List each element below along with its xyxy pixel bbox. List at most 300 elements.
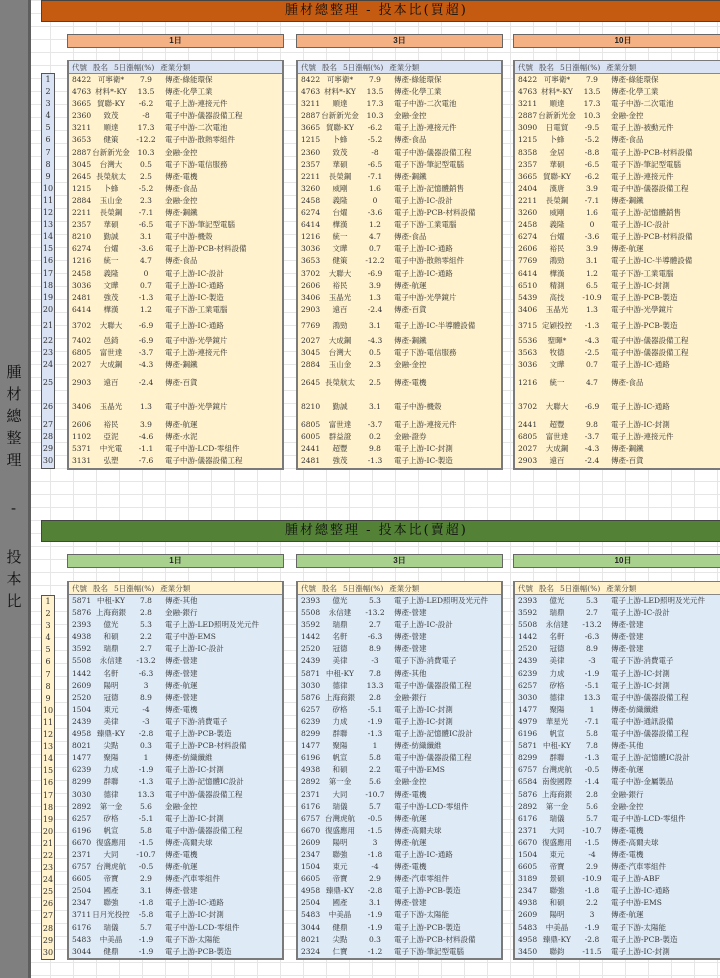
table-row[interactable] xyxy=(69,255,282,267)
table-row[interactable] xyxy=(515,122,720,134)
table-row[interactable] xyxy=(69,110,282,122)
table-row[interactable] xyxy=(515,134,720,146)
stock-name: 復盛應用 xyxy=(325,825,355,835)
table-row[interactable] xyxy=(298,268,501,280)
table-row[interactable] xyxy=(298,740,501,752)
header-change: 5日漲幅(%) xyxy=(343,63,384,72)
table-row[interactable] xyxy=(515,207,720,219)
table-row[interactable] xyxy=(298,455,501,467)
industry: 金融-銀行 xyxy=(165,608,198,618)
table-row[interactable] xyxy=(69,655,282,667)
table-row[interactable] xyxy=(515,395,720,419)
stock-name: 第一金 xyxy=(99,801,123,811)
stock-name: 國產 xyxy=(103,886,119,896)
table-row[interactable] xyxy=(298,837,501,849)
table-row[interactable] xyxy=(515,885,720,897)
five-day-change: -6.3 xyxy=(367,632,383,642)
five-day-change: -12.2 xyxy=(136,135,156,145)
table-row[interactable] xyxy=(515,716,720,728)
table-row[interactable] xyxy=(298,680,501,692)
industry: 電子中游-二次電池 xyxy=(394,99,457,109)
table-row[interactable] xyxy=(69,922,282,934)
table-row[interactable] xyxy=(298,849,501,861)
table-row[interactable] xyxy=(69,934,282,946)
row-number: 3 xyxy=(45,621,51,631)
header-change: 5日漲幅(%) xyxy=(343,584,384,593)
table-row[interactable] xyxy=(515,316,720,335)
row-number: 15 xyxy=(42,244,54,254)
industry: 金融-金控 xyxy=(611,111,644,121)
table-row[interactable] xyxy=(69,159,282,171)
table-row[interactable] xyxy=(298,231,501,243)
header-name: 股名 xyxy=(539,63,554,72)
table-row[interactable] xyxy=(298,335,501,347)
stock-code: 6176 xyxy=(518,813,538,823)
table-row[interactable] xyxy=(69,825,282,837)
stock-name: 健鼎 xyxy=(103,946,119,956)
table-row[interactable] xyxy=(69,897,282,909)
stock-code: 2458 xyxy=(301,195,321,205)
table-row[interactable] xyxy=(298,607,501,619)
table-row[interactable] xyxy=(298,934,501,946)
industry: 電子中游-光學鏡片 xyxy=(165,335,228,345)
table-row[interactable] xyxy=(298,668,501,680)
table-row[interactable] xyxy=(69,280,282,292)
five-day-change: -1.9 xyxy=(138,934,154,944)
stock-name: 台灣虎航 xyxy=(96,862,126,872)
table-row[interactable] xyxy=(298,207,501,219)
stock-name: 瑞鼎 xyxy=(549,608,565,618)
table-row[interactable] xyxy=(515,231,720,243)
five-day-change: 13.3 xyxy=(366,680,384,690)
table-row[interactable] xyxy=(69,304,282,316)
table-row[interactable] xyxy=(515,371,720,395)
table-row[interactable] xyxy=(69,885,282,897)
row-number: 27 xyxy=(42,911,54,921)
table-row[interactable] xyxy=(69,292,282,304)
header-name: 股名 xyxy=(539,584,554,593)
table-row[interactable] xyxy=(298,255,501,267)
five-day-change: -4.3 xyxy=(584,444,600,454)
table-row[interactable] xyxy=(69,716,282,728)
table-row[interactable] xyxy=(298,813,501,825)
table-row[interactable] xyxy=(298,110,501,122)
side-label-text: 腫材總整理 - 投本比 xyxy=(4,363,23,615)
table-row[interactable] xyxy=(69,268,282,280)
table-row[interactable] xyxy=(69,704,282,716)
table-row[interactable] xyxy=(515,255,720,267)
stock-name: 臻鼎-KY xyxy=(543,934,571,944)
table-row[interactable] xyxy=(515,873,720,885)
table-row[interactable] xyxy=(515,909,720,921)
table-header xyxy=(69,61,282,74)
table-row[interactable] xyxy=(69,692,282,704)
five-day-change: -10.9 xyxy=(582,874,602,884)
table-row[interactable] xyxy=(298,922,501,934)
table-row[interactable] xyxy=(298,789,501,801)
table-row[interactable] xyxy=(515,789,720,801)
table-row[interactable] xyxy=(515,655,720,667)
five-day-change: 7.8 xyxy=(140,596,152,605)
stock-code: 7402 xyxy=(72,335,92,345)
table-row[interactable] xyxy=(298,619,501,631)
industry: 傳產-電機 xyxy=(611,849,644,859)
table-row[interactable] xyxy=(298,752,501,764)
table-row[interactable] xyxy=(69,789,282,801)
table-row[interactable] xyxy=(515,595,720,607)
table-row[interactable] xyxy=(298,897,501,909)
buy-section-title: 腫材總整理 - 投本比(買超) xyxy=(41,0,720,22)
header-name: 股名 xyxy=(322,584,337,593)
table-row[interactable] xyxy=(69,195,282,207)
industry: 電子上游-PCB-製造 xyxy=(611,320,678,330)
table-row[interactable] xyxy=(298,431,501,443)
five-day-change: 8.9 xyxy=(369,644,381,654)
table-row[interactable] xyxy=(515,776,720,788)
stock-code: 3044 xyxy=(301,922,321,932)
table-row[interactable] xyxy=(515,304,720,316)
five-day-change: -1.9 xyxy=(367,716,383,726)
table-row[interactable] xyxy=(298,395,501,419)
table-row[interactable] xyxy=(515,740,720,752)
table-row[interactable] xyxy=(515,86,720,98)
table-row[interactable] xyxy=(298,316,501,335)
industry: 傳產-食品 xyxy=(394,232,427,242)
industry: 傳產-航運 xyxy=(165,680,198,690)
stock-code: 2887 xyxy=(518,111,538,121)
five-day-change: -3.7 xyxy=(138,347,154,357)
five-day-change: 5.6 xyxy=(586,801,598,811)
stock-code: 5871 xyxy=(301,668,321,678)
table-row[interactable] xyxy=(515,934,720,946)
table-row[interactable] xyxy=(298,776,501,788)
five-day-change: 4.7 xyxy=(140,256,152,266)
table-row[interactable] xyxy=(298,764,501,776)
stock-name: 聯強 xyxy=(103,898,119,908)
stock-code: 3592 xyxy=(301,620,321,630)
stock-code: 6414 xyxy=(518,268,538,278)
table-row[interactable] xyxy=(69,595,282,607)
table-row[interactable] xyxy=(515,335,720,347)
stock-code: 4938 xyxy=(72,632,92,642)
table-row[interactable] xyxy=(298,98,501,110)
stock-name: 台灣大 xyxy=(328,347,352,357)
table-row[interactable] xyxy=(69,752,282,764)
table-row[interactable] xyxy=(69,668,282,680)
table-row[interactable] xyxy=(298,122,501,134)
stock-name: 台新新光金 xyxy=(321,111,359,121)
table-row[interactable] xyxy=(69,607,282,619)
table-row[interactable] xyxy=(298,147,501,159)
table-row[interactable] xyxy=(515,897,720,909)
table-row[interactable] xyxy=(69,335,282,347)
table-row[interactable] xyxy=(515,159,720,171)
table-row[interactable] xyxy=(515,431,720,443)
table-row[interactable] xyxy=(298,183,501,195)
five-day-change: 2.9 xyxy=(586,862,598,872)
table-row[interactable] xyxy=(69,316,282,335)
stock-code: 3665 xyxy=(301,123,321,133)
table-row[interactable] xyxy=(298,825,501,837)
industry: 傳產-其他 xyxy=(611,741,644,751)
stock-code: 6196 xyxy=(518,729,538,739)
table-row[interactable] xyxy=(69,764,282,776)
stock-name: 臻鼎-KY xyxy=(97,729,125,739)
five-day-change: 0 xyxy=(143,268,149,278)
stock-code: 1216 xyxy=(518,378,538,388)
industry: 電子上游-IC-通路 xyxy=(165,280,224,290)
stock-code: 1504 xyxy=(301,862,321,872)
stock-code: 2027 xyxy=(518,444,538,454)
table-row[interactable] xyxy=(298,946,501,958)
table-row[interactable] xyxy=(515,861,720,873)
stock-name: 大聯大 xyxy=(99,320,123,330)
stock-code: 8299 xyxy=(301,729,321,739)
table-row[interactable] xyxy=(298,885,501,897)
table-row[interactable] xyxy=(69,861,282,873)
stock-name: 瑞鼎 xyxy=(103,644,119,654)
table-row[interactable] xyxy=(69,243,282,255)
sell-table-1d xyxy=(67,581,284,960)
five-day-change: -6.5 xyxy=(138,220,154,230)
table-row[interactable] xyxy=(298,716,501,728)
table-row[interactable] xyxy=(298,443,501,455)
table-row[interactable] xyxy=(298,243,501,255)
table-row[interactable] xyxy=(69,122,282,134)
table-row[interactable] xyxy=(515,98,720,110)
table-row[interactable] xyxy=(69,813,282,825)
table-row[interactable] xyxy=(515,419,720,431)
table-row[interactable] xyxy=(298,728,501,740)
table-row[interactable] xyxy=(298,861,501,873)
table-row[interactable] xyxy=(515,704,720,716)
table-row[interactable] xyxy=(515,643,720,655)
table-row[interactable] xyxy=(298,419,501,431)
stock-code: 2609 xyxy=(301,837,321,847)
table-row[interactable] xyxy=(69,207,282,219)
table-header xyxy=(298,61,501,74)
five-day-change: -1.9 xyxy=(584,922,600,932)
stock-name: 上海商銀 xyxy=(542,789,572,799)
table-row[interactable] xyxy=(69,643,282,655)
table-row[interactable] xyxy=(69,740,282,752)
five-day-change: -2.4 xyxy=(584,456,600,466)
table-row[interactable] xyxy=(69,219,282,231)
table-row[interactable] xyxy=(69,395,282,419)
stock-code: 6274 xyxy=(301,208,321,218)
table-row[interactable] xyxy=(298,631,501,643)
table-row[interactable] xyxy=(298,134,501,146)
stock-name: 國產 xyxy=(332,898,348,908)
stock-code: 1216 xyxy=(301,232,321,242)
stock-code: 5871 xyxy=(72,596,92,605)
industry: 電子上游-IC-封測 xyxy=(394,444,453,454)
five-day-change: 7.8 xyxy=(586,741,598,751)
table-row[interactable] xyxy=(298,873,501,885)
table-row[interactable] xyxy=(69,776,282,788)
table-row[interactable] xyxy=(298,643,501,655)
table-row[interactable] xyxy=(515,922,720,934)
stock-code: 1442 xyxy=(518,632,538,642)
table-row[interactable] xyxy=(69,909,282,921)
table-row[interactable] xyxy=(515,801,720,813)
table-row[interactable] xyxy=(69,86,282,98)
table-row[interactable] xyxy=(515,692,720,704)
table-row[interactable] xyxy=(298,304,501,316)
five-day-change: 2.2 xyxy=(140,632,152,642)
table-row[interactable] xyxy=(515,347,720,359)
table-row[interactable] xyxy=(515,74,720,86)
table-row[interactable] xyxy=(69,74,282,86)
row-number: 24 xyxy=(42,875,54,885)
stock-name: 裕民 xyxy=(332,280,348,290)
industry: 傳產-食品 xyxy=(611,135,644,145)
table-row[interactable] xyxy=(298,219,501,231)
five-day-change: -4 xyxy=(588,849,596,859)
table-row[interactable] xyxy=(515,680,720,692)
stock-code: 3211 xyxy=(518,99,538,109)
table-row[interactable] xyxy=(69,443,282,455)
five-day-change: -2.4 xyxy=(138,378,154,388)
stock-name: 遠百 xyxy=(103,378,119,388)
table-row[interactable] xyxy=(515,359,720,371)
stock-name: 台新新光金 xyxy=(538,111,576,121)
table-row[interactable] xyxy=(298,909,501,921)
table-row[interactable] xyxy=(515,946,720,958)
five-day-change: 2.7 xyxy=(586,608,598,618)
table-row[interactable] xyxy=(515,110,720,122)
buy-table-1d xyxy=(67,60,284,470)
table-row[interactable] xyxy=(298,74,501,86)
table-row[interactable] xyxy=(515,171,720,183)
five-day-change: 2.9 xyxy=(140,874,152,884)
industry: 電子中游-儀器設備工程 xyxy=(394,753,472,763)
industry: 電子上游-PCB-材料設備 xyxy=(394,208,476,218)
industry: 電子中游-機殼 xyxy=(165,232,213,242)
table-row[interactable] xyxy=(69,359,282,371)
stock-name: 貿聯-KY xyxy=(97,99,125,109)
table-row[interactable] xyxy=(515,728,720,740)
stock-code: 2027 xyxy=(301,335,321,345)
table-row[interactable] xyxy=(515,764,720,776)
industry: 電子上游-PCB-製造 xyxy=(611,292,678,302)
table-row[interactable] xyxy=(69,680,282,692)
industry: 電子上游-IC-設計 xyxy=(165,644,224,654)
table-row[interactable] xyxy=(69,849,282,861)
table-row[interactable] xyxy=(298,371,501,395)
industry: 電子中游-散熱零組件 xyxy=(394,256,465,266)
table-row[interactable] xyxy=(69,171,282,183)
table-row[interactable] xyxy=(298,704,501,716)
table-row[interactable] xyxy=(69,431,282,443)
industry: 傳產-營建 xyxy=(165,886,198,896)
stock-code: 6757 xyxy=(301,813,321,823)
stock-code: 2439 xyxy=(72,716,92,726)
table-row[interactable] xyxy=(515,607,720,619)
table-row[interactable] xyxy=(298,195,501,207)
table-row[interactable] xyxy=(69,98,282,110)
table-row[interactable] xyxy=(298,595,501,607)
row-number: 29 xyxy=(42,935,54,945)
table-row[interactable] xyxy=(515,292,720,304)
table-row[interactable] xyxy=(298,292,501,304)
table-row[interactable] xyxy=(515,631,720,643)
row-number: 10 xyxy=(42,183,54,193)
table-row[interactable] xyxy=(69,946,282,958)
stock-code: 6670 xyxy=(301,825,321,835)
table-row[interactable] xyxy=(515,195,720,207)
table-row[interactable] xyxy=(298,692,501,704)
sell-table-10d xyxy=(513,581,720,960)
header-change: 5日漲幅(%) xyxy=(114,63,155,72)
five-day-change: -6.3 xyxy=(138,668,154,678)
table-row[interactable] xyxy=(69,801,282,813)
table-row[interactable] xyxy=(69,183,282,195)
industry: 傳產-營建 xyxy=(165,692,198,702)
industry: 電子下游-電信服務 xyxy=(165,159,228,169)
five-day-change: -3.7 xyxy=(367,420,383,430)
industry: 金融-金控 xyxy=(165,801,198,811)
table-row[interactable] xyxy=(69,873,282,885)
table-row[interactable] xyxy=(69,419,282,431)
table-row[interactable] xyxy=(69,371,282,395)
five-day-change: -4.3 xyxy=(584,335,600,345)
table-row[interactable] xyxy=(515,849,720,861)
table-row[interactable] xyxy=(298,801,501,813)
table-row[interactable] xyxy=(69,619,282,631)
table-row[interactable] xyxy=(298,86,501,98)
table-row[interactable] xyxy=(69,147,282,159)
table-row[interactable] xyxy=(515,268,720,280)
table-row[interactable] xyxy=(69,728,282,740)
table-row[interactable] xyxy=(515,443,720,455)
industry: 金融-銀行 xyxy=(611,789,644,799)
table-row[interactable] xyxy=(515,147,720,159)
table-row[interactable] xyxy=(515,455,720,467)
table-row[interactable] xyxy=(515,752,720,764)
table-row[interactable] xyxy=(298,159,501,171)
table-row[interactable] xyxy=(298,280,501,292)
stock-name: 致茂 xyxy=(332,147,348,157)
table-row[interactable] xyxy=(515,280,720,292)
industry: 傳產-化學工業 xyxy=(611,87,659,97)
table-row[interactable] xyxy=(515,813,720,825)
table-row[interactable] xyxy=(515,668,720,680)
table-row[interactable] xyxy=(298,171,501,183)
industry: 傳產-營建 xyxy=(394,632,427,642)
stock-name: 聯鈞 xyxy=(549,946,565,956)
table-row[interactable] xyxy=(515,243,720,255)
table-row[interactable] xyxy=(515,837,720,849)
table-row[interactable] xyxy=(298,359,501,371)
stock-code: 2481 xyxy=(72,292,92,302)
table-row[interactable] xyxy=(515,825,720,837)
five-day-change: 3.9 xyxy=(586,244,598,254)
table-row[interactable] xyxy=(69,837,282,849)
stock-name: 尖點 xyxy=(332,934,348,944)
table-row[interactable] xyxy=(298,655,501,667)
table-row[interactable] xyxy=(515,219,720,231)
table-row[interactable] xyxy=(515,183,720,195)
table-row[interactable] xyxy=(298,347,501,359)
table-row[interactable] xyxy=(69,455,282,467)
five-day-change: -2.8 xyxy=(138,729,154,739)
table-row[interactable] xyxy=(69,631,282,643)
table-row[interactable] xyxy=(515,619,720,631)
table-row[interactable] xyxy=(69,231,282,243)
table-row[interactable] xyxy=(69,134,282,146)
table-row[interactable] xyxy=(69,347,282,359)
